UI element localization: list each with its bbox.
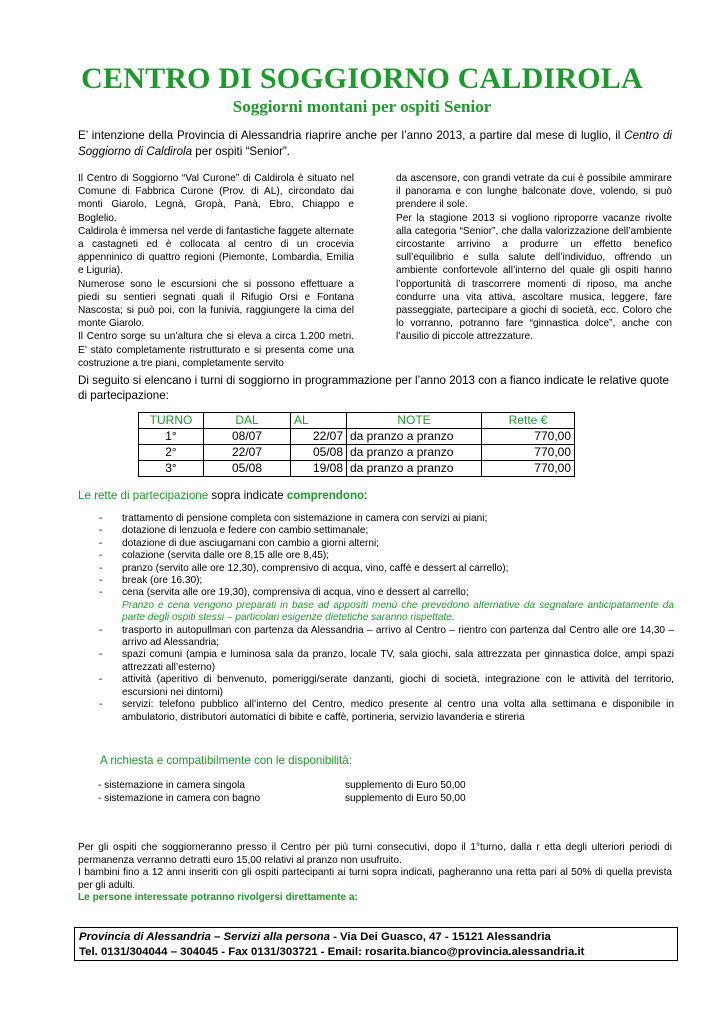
left-paragraph: Numerose sono le escursioni che si possono effettuare a piedi su sentieri segnati quali il Rifugio Orsi e Fontana Nascosta; si può poi, con la funivia, raggiungere la cima del monte Giarolo. [78, 278, 354, 330]
rette-part-3: comprendono [286, 489, 365, 502]
service-text: colazione (servita dalle ore 8,15 alle ore 8,45); [122, 550, 330, 562]
list-item [78, 550, 674, 562]
left-column [78, 172, 354, 370]
rette-part-2: sopra indicate [208, 489, 287, 502]
cell-turno: 3° [139, 461, 204, 477]
header-cell-turno: TURNO [139, 413, 204, 429]
dash-bullet: - [99, 649, 103, 661]
supplement-value: supplemento di Euro 50,00 [345, 780, 466, 791]
cell-al: 22/07 [291, 429, 347, 445]
document-title: CENTRO DI SOGGIORNO CALDIROLA [81, 62, 643, 95]
cell-note: da pranzo a pranzo [347, 461, 482, 477]
list-item [78, 563, 674, 575]
service-text: dotazione di lenzuola e federe con cambio settimanale; [122, 525, 369, 537]
intro-paragraph [78, 128, 672, 160]
cell-note: da pranzo a pranzo [347, 445, 482, 461]
rette-part-4: : [364, 489, 368, 502]
list-item [78, 575, 674, 587]
services-list [78, 513, 674, 724]
cell-rette: 770,00 [482, 445, 575, 461]
supplement-label: - sistemazione in camera singola [98, 780, 245, 791]
rette-heading [78, 488, 367, 503]
list-item [78, 649, 674, 674]
cell-turno: 2° [139, 445, 204, 461]
footer-notes [78, 842, 672, 905]
dash-bullet: - [99, 699, 103, 711]
list-item [78, 513, 674, 525]
contact-org: Provincia di Alessandria – Servizi alla persona [79, 931, 330, 943]
turni-table [138, 412, 575, 477]
contact-call: Le persone interessate potranno rivolgersi direttamente a: [78, 892, 358, 904]
cell-note: da pranzo a pranzo [347, 429, 482, 445]
table-row [139, 445, 575, 461]
list-item [78, 674, 674, 699]
cell-al: 19/08 [291, 461, 347, 477]
service-text: attività (aperitivo di benvenuto, pomeriggi/serate danzanti, giochi di società, integrazione con le attività del territorio, escursioni nei dintorni) [122, 674, 674, 698]
contact-phones: Tel. 0131/304044 – 304045 - Fax 0131/303721 - Email: rosarita.bianco@provincia.alessandria.it [79, 945, 585, 958]
list-item [78, 587, 674, 599]
left-paragraph: Il Centro sorge su un’altura che si eleva a circa 1.200 metri. E’ stato completamente ristrutturato e si presenta come una costruzione a tre piani, completamente servito [78, 331, 354, 369]
cell-dal: 05/08 [204, 461, 291, 477]
supplement-label: - sistemazione in camera con bagno [98, 793, 261, 804]
dash-bullet: - [99, 575, 103, 587]
service-text: spazi comuni (ampia e luminosa sala da pranzo, locale TV, sala giochi, sala attrezzata per ginnastica dolce, ampi spazi attrezzati all’esterno) [122, 649, 674, 673]
list-item [78, 525, 674, 537]
contact-address: - Via Dei Guasco, 47 - 15121 Alessandria [329, 931, 551, 943]
rette-part-1: Le rette di partecipazione [78, 489, 209, 502]
cell-dal: 08/07 [204, 429, 291, 445]
service-text: servizi: telefono pubblico all’interno del Centro, medico presente al centro una volta alla settimana e disponibile in ambulatorio, distributori automatici di bibite e caffè, portineria, servizio lavanderia e stireria [122, 699, 674, 723]
service-text: trattamento di pensione completa con sistemazione in camera con servizi ai piani; [122, 513, 488, 524]
intro-text-italic: Centro di Soggiorno di Caldirola [78, 129, 672, 158]
turni-intro: Di seguito si elencano i turni di soggiorno in programmazione per l’anno 2013 con a fianco indicate le relative quote di partecipazione: [78, 374, 669, 402]
right-paragraph: Per la stagione 2013 si vogliono riproporre vacanze rivolte alla categoria “Senior”, che dalla valorizzazione dell’ambiente circostante arrivino a produrre un effetto benefico sull’equilibrio e sulla salute dell’individuo, offrendo un ambiente confortevole all’interno del quale gli ospiti hanno l’opportunità di trascorrere momenti di riposo, ma anche condurre una vita attiva, ascoltare musica, leggere, fare passeggiate, partecipare a giochi di società, ecc. Coloro che lo vorranno, potranno fare “ginnastica dolce”, anche con l’ausilio di piccole attrezzature. [396, 212, 672, 343]
header-cell-dal: DAL [204, 413, 291, 429]
list-item [78, 538, 674, 550]
dash-bullet: - [99, 587, 103, 599]
richiesta-heading: A richiesta e compatibilmente con le disponibilità: [100, 754, 352, 767]
contact-box [74, 927, 678, 961]
list-item [78, 699, 674, 724]
right-paragraph: da ascensore, con grandi vetrate da cui è possibile ammirare il panorama e con lunghe balconate dove, volendo, si può prendere il sole. [396, 173, 672, 211]
right-column [396, 172, 672, 344]
cell-turno: 1° [139, 429, 204, 445]
service-text: cena (servita alle ore 19,30), comprensiva di acqua, vino e dessert al carrello; [122, 587, 469, 599]
dash-bullet: - [99, 624, 103, 636]
header-cell-rette: Rette € [482, 413, 575, 429]
header-cell-al: AL [291, 413, 347, 429]
dash-bullet: - [99, 513, 103, 524]
intro-text-1: E’ intenzione della Provincia di Alessandria riaprire anche per l’anno 2013, a partire dal mese di luglio, il [78, 129, 625, 142]
header-cell-note: NOTE [347, 413, 482, 429]
supplement-value: supplemento di Euro 50,00 [345, 793, 466, 804]
cell-rette: 770,00 [482, 461, 575, 477]
service-text: dotazione di due asciugamani con cambio a giorni alterni; [122, 537, 379, 549]
service-text: break (ore 16.30); [122, 575, 203, 587]
footer-paragraph: I bambini fino a 12 anni inseriti con gli ospiti partecipanti ai turni sopra indicati, pagheranno una retta pari al 50% di quella prevista per gli adulti. [78, 867, 672, 891]
list-item [78, 625, 674, 650]
footer-paragraph: Per gli ospiti che soggiorneranno presso il Centro per più turni consecutivi, dopo il 1°turno, dalla r etta degli ulteriori periodi di permanenza verranno detratti euro 15,00 relativi al pranzo non usufruito. [78, 842, 672, 866]
left-paragraph: Caldirola è immersa nel verde di fantastiche faggete alternate a castagneti ed è collocata al centro di un crocevia appenninico di quattro regioni (Piemonte, Lombardia, Emilia e Liguria). [78, 225, 354, 277]
service-text: trasporto in autopullman con partenza da Alessandria – arrivo al Centro – rientro con partenza dal Centro alle ore 14,30 – arrivo ad Alessandria; [122, 624, 674, 649]
left-paragraph: Il Centro di Soggiorno “Val Curone” di Caldirola è situato nel Comune di Fabbrica Curone (Prov. di AL), circondato dai monti Giarolo, Legnà, Gropà, Panà, Ebro, Chiappo e Boglelio. [78, 173, 354, 224]
dash-bullet: - [99, 550, 103, 562]
table-header-row [139, 413, 575, 429]
document-subtitle: Soggiorni montani per ospiti Senior [232, 97, 492, 116]
cell-rette: 770,00 [482, 429, 575, 445]
intro-text-2: per ospiti “Senior”. [192, 145, 291, 158]
dash-bullet: - [99, 562, 103, 574]
cell-dal: 22/07 [204, 445, 291, 461]
dash-bullet: - [99, 525, 103, 537]
cell-al: 05/08 [291, 445, 347, 461]
table-row [139, 429, 575, 445]
table-row [139, 461, 575, 477]
service-text: pranzo (servito alle ore 12,30), comprensivo di acqua, vino, caffè e dessert al carrello); [122, 562, 509, 574]
contact-line-1 [79, 930, 673, 945]
dash-bullet: - [99, 674, 103, 686]
services-note: Pranzo e cena vengono preparati in base ad appositi menù che prevedono alternative da segnalare anticipatamente da parte degli ospiti stessi – particolari esigenze dietetiche saranno rispettate. [122, 599, 674, 624]
dash-bullet: - [99, 537, 103, 549]
